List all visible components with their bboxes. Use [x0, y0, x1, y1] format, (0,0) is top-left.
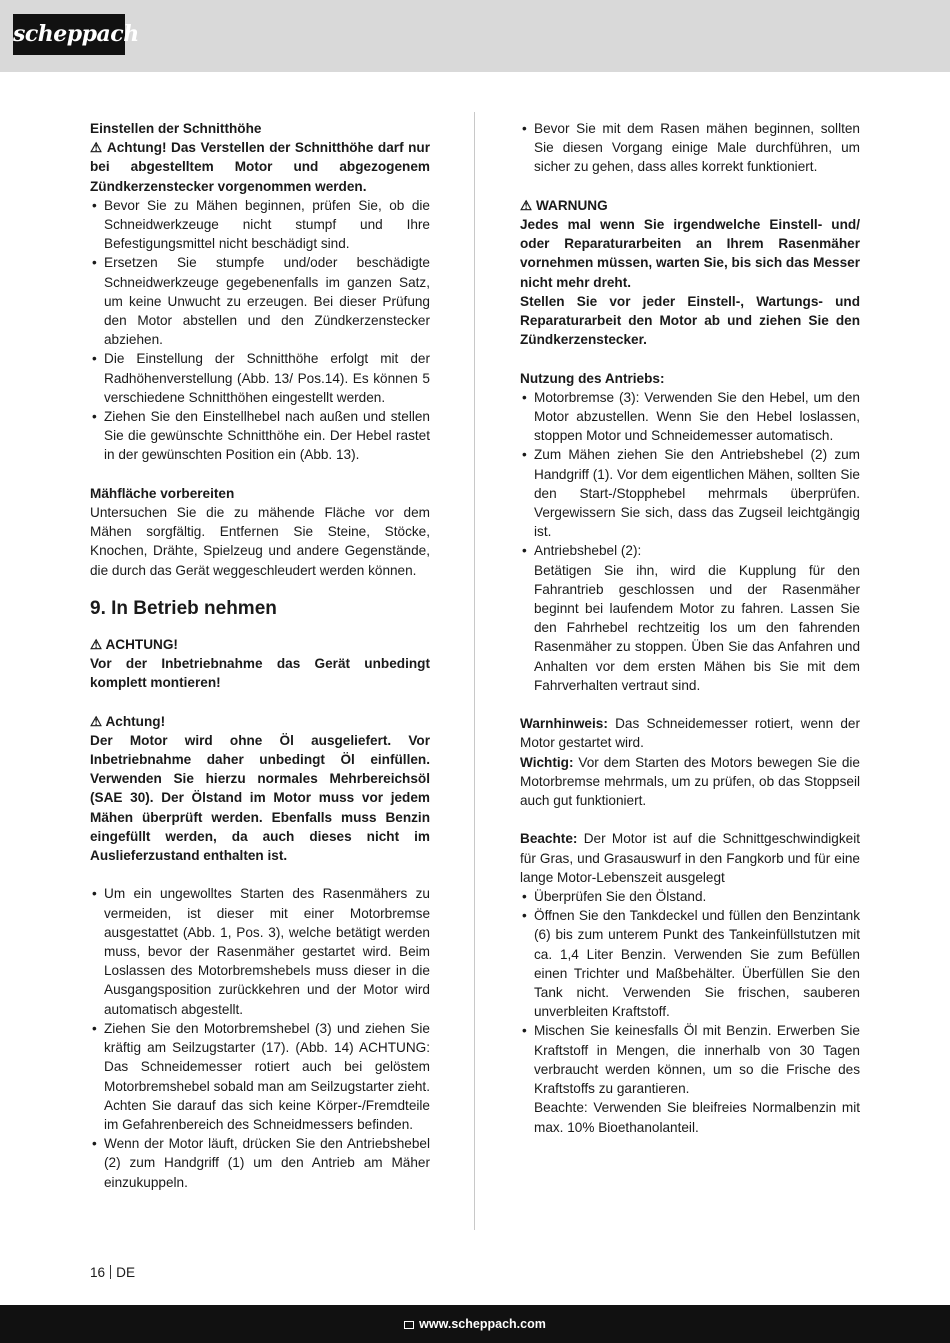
list-item: • Überprüfen Sie den Ölstand. — [520, 887, 860, 906]
wichtig-paragraph — [520, 753, 860, 811]
achtung-1-heading: ⚠ ACHTUNG! — [90, 636, 178, 652]
achtung-1-text: Vor der Inbetriebnahme das Gerät unbedingt komplett montieren! — [90, 656, 430, 691]
antrieb-item-label: Antriebshebel (2): — [534, 543, 642, 559]
section-9-heading: 9. In Betrieb nehmen — [90, 597, 277, 619]
warnung-heading: ⚠ WARNUNG — [520, 197, 608, 213]
list-item: • Öffnen Sie den Tankdeckel und füllen den Benzintank (6) bis zum unterem Punkt des Tankeinfüllstutzen mit ca. 1,4 Liter Benzin. Verwenden Sie zum Befüllen einen Trichter und Maßbehälter. Überfüllen Sie den Tank nicht. Verwenden Sie frischen, sauberen unverbleiten Kraftstoff. — [520, 906, 860, 1021]
antrieb-heading: Nutzung des Antriebs: — [520, 370, 665, 386]
list-item: • Ersetzen Sie stumpfe und/oder beschädigte Schneidwerkzeuge gegebenenfalls im ganzen Satz, um keine Unwucht zu erzeugen. Bei dieser Prüfung den Motor abstellen und den Zündkerzenstecker abziehen. — [90, 253, 430, 349]
footer-bar — [0, 1305, 950, 1343]
schnitthoehe-heading: Einstellen der Schnitthöhe — [90, 121, 262, 136]
wichtig-label: Wichtig: — [520, 754, 574, 770]
inbetriebnahme-list — [90, 884, 430, 1191]
list-item: • Bevor Sie zu Mähen beginnen, prüfen Sie, ob die Schneidwerkzeuge nicht stumpf und Ihre Befestigungsmittel nicht beschädigt sind. — [90, 196, 430, 254]
beachte-item-note: Beachte: Verwenden Sie bleifreies Normalbenzin mit max. 10% Bioethanolanteil. — [534, 1100, 860, 1135]
warnung-text-2: Stellen Sie vor jeder Einstell-, Wartungs- und Reparaturarbeit den Motor ab und ziehen Sie den Zündkerzenstecker. — [520, 293, 860, 348]
beachte-label: Beachte: — [520, 831, 578, 847]
footer-website[interactable] — [0, 1305, 950, 1343]
achtung-2-text: Der Motor wird ohne Öl ausgeliefert. Vor Inbetriebnahme daher unbedingt Öl einfüllen. Verwenden Sie hierzu normales Mehrbereichsöl (SAE 30). Der Ölstand im Motor muss vor jedem Mähen überprüft werden. Ebenfalls muss Benzin eingefüllt werden, da auch dieses nicht im Auslieferzustand enthalten ist. — [90, 732, 430, 864]
monitor-icon — [404, 1321, 414, 1329]
right-column — [520, 119, 860, 1137]
header-bar — [0, 0, 950, 72]
left-column — [90, 119, 430, 1192]
list-item: • Ziehen Sie den Motorbremshebel (3) und ziehen Sie kräftig am Seilzugstarter (17). (Abb. 14) ACHTUNG: Das Schneidemesser rotiert auch bei gelöstem Motorbremshebel sobald man am Seilzugstarter zieht. Achten Sie darauf das sich keine Körper-/Fremdteile im Gefahrenbereich des Schneidmessers befinden. — [90, 1019, 430, 1134]
list-item — [520, 541, 860, 695]
warnung-text-1: Jedes mal wenn Sie irgendwelche Einstell- und/ oder Reparaturarbeiten an Ihrem Rasenmäher vornehmen müssen, warten Sie, bis sich das Messer nicht mehr dreht. — [520, 217, 860, 290]
list-item: • Zum Mähen ziehen Sie den Antriebshebel (2) zum Handgriff (1). Vor dem eigentlichen Mähen, sollten Sie den Start-/Stopphebel mehrmals überprüfen. Vergewissern Sie sich, dass das Zugseil leichtgängig ist. — [520, 445, 860, 541]
warnhinweis-paragraph — [520, 714, 860, 752]
page-separator — [110, 1265, 111, 1279]
list-item: • Um ein ungewolltes Starten des Rasenmähers zu vermeiden, ist dieser mit einer Motorbremse ausgestattet (Abb. 1, Pos. 3), welche betätigt werden muss, bevor der Rasenmäher gestartet wird. Beim Loslassen des Motorbremshebels muss dieser in die Ausgangsposition zurückkehren und der Motor wird automatisch abgestellt. — [90, 884, 430, 1018]
website-link[interactable]: www.scheppach.com — [419, 1317, 546, 1331]
beachte-list — [520, 887, 860, 1137]
list-item: • Wenn der Motor läuft, drücken Sie den Antriebshebel (2) zum Handgriff (1) um den Antrieb am Mäher einzukuppeln. — [90, 1134, 430, 1192]
list-item — [520, 1021, 860, 1136]
column-divider — [474, 112, 475, 1230]
list-item: • Bevor Sie mit dem Rasen mähen beginnen, sollten Sie diesen Vorgang einige Male durchführen, um sicher zu gehen, dass alles korrekt funktioniert. — [520, 119, 860, 177]
schnitthoehe-warning: ⚠ Achtung! Das Verstellen der Schnitthöhe darf nur bei abgestelltem Motor und abgezogenem Zündkerzenstecker vorgenommen werden. — [90, 140, 430, 194]
warnhinweis-text: Das Schneidemesser rotiert, wenn der Motor gestartet wird. — [520, 716, 860, 751]
top-list — [520, 119, 860, 177]
maehflaeche-text: Untersuchen Sie die zu mähende Fläche vor dem Mähen sorgfältig. Entfernen Sie Steine, Stöcke, Knochen, Drähte, Spielzeug und andere Gegenstände, die durch das Gerät weggeschleudert werden können. — [90, 505, 430, 578]
beachte-item-text: Mischen Sie keinesfalls Öl mit Benzin. Erwerben Sie Kraftstoff in Mengen, die innerhalb von 30 Tagen verbraucht werden können, um so die Frische des Kraftstoffs zu garantieren. — [534, 1023, 860, 1097]
list-item: • Ziehen Sie den Einstellhebel nach außen und stellen Sie die gewünschte Schnitthöhe ein. Der Hebel rastet in der gewünschten Position ein (Abb. 13). — [90, 407, 430, 465]
antrieb-item-text: Betätigen Sie ihn, wird die Kupplung für den Fahrantrieb geschlossen und der Rasenmäher beginnt bei laufendem Motor zu fahren. Lassen Sie den Fahrhebel rechtzeitig los um den fahrenden Rasenmäher zu stoppen. Üben Sie das Anfahren und Anhalten vor dem ersten Mähen bis Sie mit dem Fahrverhalten vertraut sind. — [534, 562, 860, 693]
wichtig-text: Vor dem Starten des Motors bewegen Sie die Motorbremse mehrmals, um zu prüfen, ob das Stoppseil auch gut funktioniert. — [520, 754, 860, 809]
list-item: • Motorbremse (3): Verwenden Sie den Hebel, um den Motor abzustellen. Wenn Sie den Hebel loslassen, stoppen Motor und Schneidemesser automatisch. — [520, 388, 860, 446]
beachte-paragraph — [520, 829, 860, 887]
list-item: • Die Einstellung der Schnitthöhe erfolgt mit der Radhöhenverstellung (Abb. 13/ Pos.14). Es können 5 verschiedene Schnitthöhen eingestellt werden. — [90, 349, 430, 407]
language-code: DE — [116, 1265, 136, 1280]
antrieb-list — [520, 388, 860, 695]
schnitthoehe-list — [90, 196, 430, 465]
beachte-text: Der Motor ist auf die Schnittgeschwindigkeit für Gras, und Grasauswurf in den Fangkorb und für eine lange Motor-Lebenszeit ausgelegt — [520, 831, 860, 885]
maehflaeche-heading: Mähfläche vorbereiten — [90, 485, 235, 501]
page-number-value: 16 — [90, 1265, 106, 1280]
page-number — [90, 1265, 135, 1280]
achtung-2-heading: ⚠ Achtung! — [90, 713, 166, 729]
warnhinweis-label: Warnhinweis: — [520, 716, 608, 732]
scheppach-logo: scheppach — [13, 14, 125, 55]
